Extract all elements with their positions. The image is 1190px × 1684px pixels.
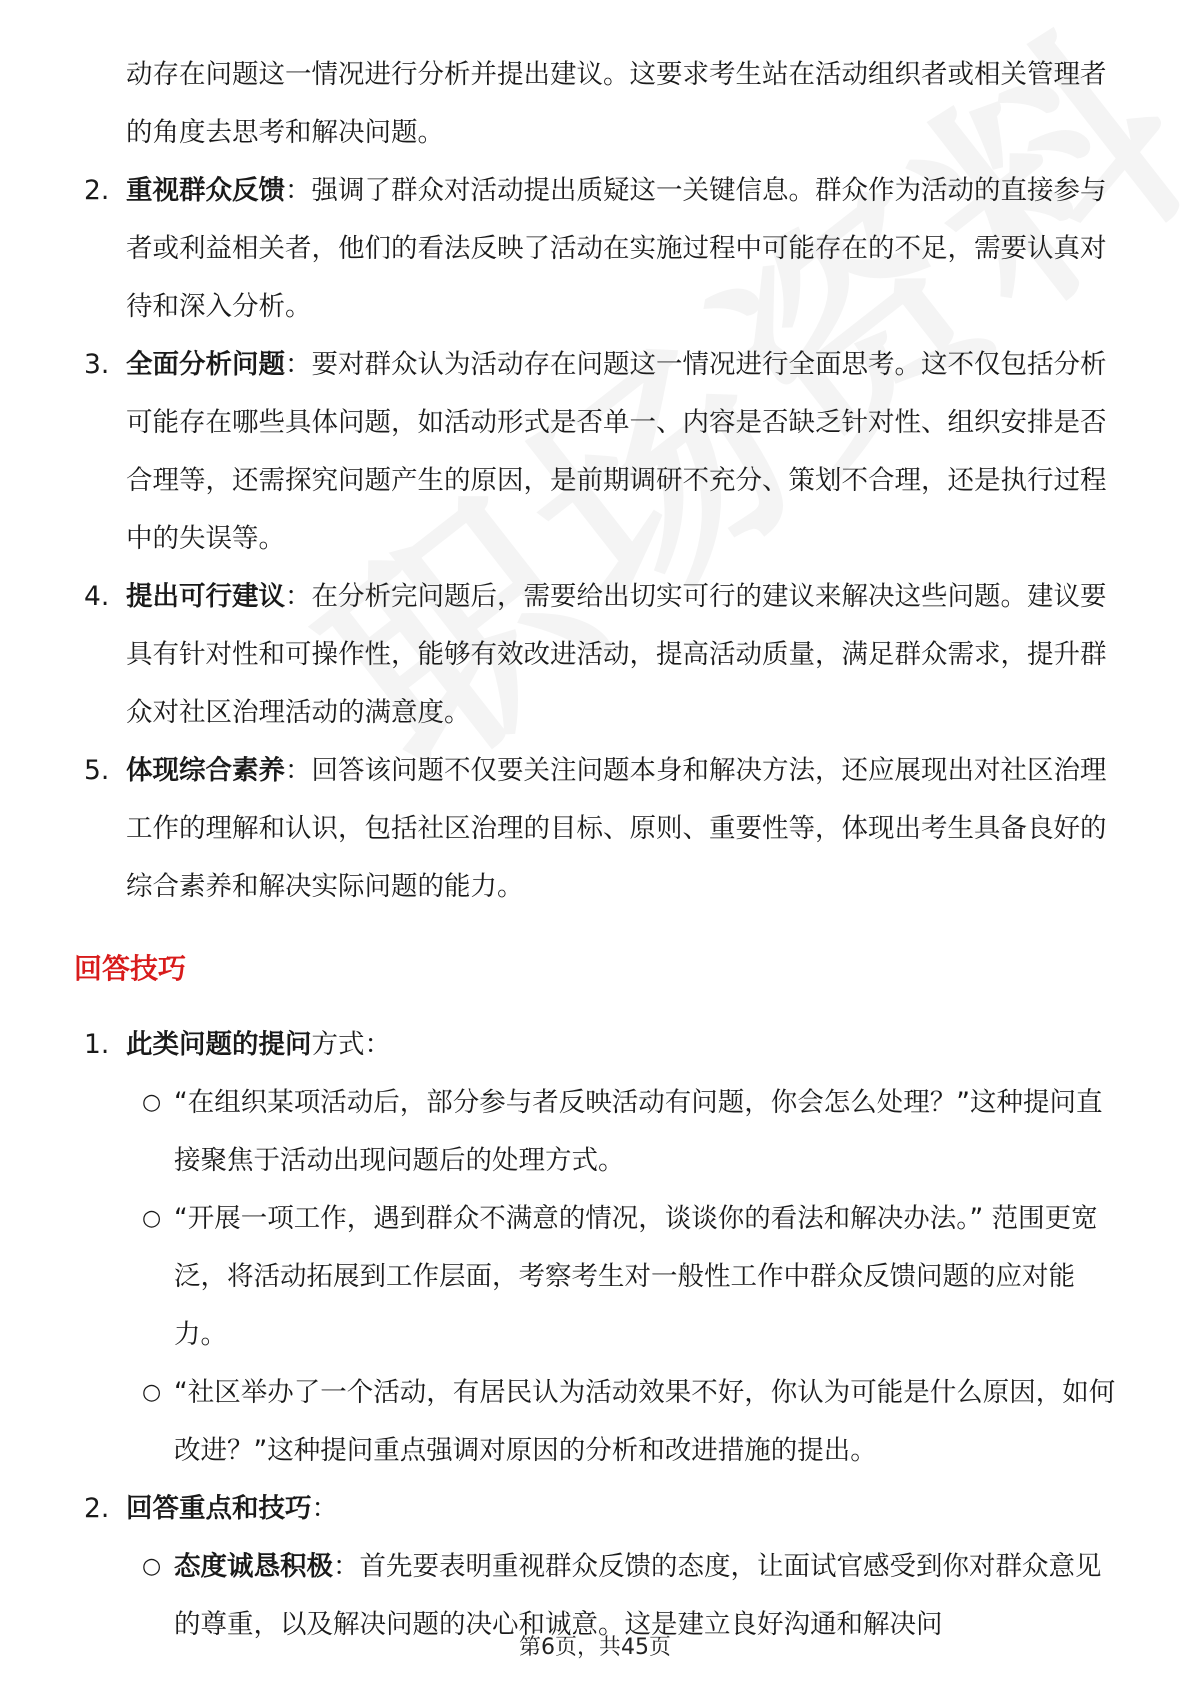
sub-list-item <box>126 1190 1120 1364</box>
item-title: 全面分析问题 <box>126 349 285 380</box>
item-title-rest: ： <box>311 1493 338 1524</box>
item-number: 2. <box>84 175 110 206</box>
tips-list <box>70 1016 1120 1654</box>
list-item <box>70 1016 1120 1480</box>
item-number: 5. <box>84 755 110 786</box>
circle-bullet-icon: ○ <box>142 1380 162 1405</box>
item-number: 4. <box>84 581 110 612</box>
item-title: 重视群众反馈 <box>126 175 285 206</box>
item-text: ：强调了群众对活动提出质疑这一关键信息。群众作为活动的直接参与者或利益相关者，他们的看法反映了活动在实施过程中可能存在的不足，需要认真对待和深入分析。 <box>126 175 1107 322</box>
item-number: 2. <box>84 1493 110 1524</box>
list-item <box>70 162 1120 336</box>
point-list <box>70 162 1120 916</box>
sub-item-text: “开展一项工作，遇到群众不满意的情况，谈谈你的看法和解决办法。” 范围更宽泛，将活动拓展到工作层面，考察考生对一般性工作中群众反馈问题的应对能力。 <box>174 1203 1098 1350</box>
item-text: ：回答该问题不仅要关注问题本身和解决方法，还应展现出对社区治理工作的理解和认识，包括社区治理的目标、原则、重要性等，体现出考生具备良好的综合素养和解决实际问题的能力。 <box>126 755 1107 902</box>
item-number: 1. <box>84 1029 110 1060</box>
circle-bullet-icon: ○ <box>142 1206 162 1231</box>
item-title: 回答重点和技巧 <box>126 1493 312 1524</box>
section-heading: 回答技巧 <box>74 952 187 985</box>
item-text: ：在分析完问题后，需要给出切实可行的建议来解决这些问题。建议要具有针对性和可操作性，能够有效改进活动，提高活动质量，满足群众需求，提升群众对社区治理活动的满意度。 <box>126 581 1107 728</box>
list-item <box>70 568 1120 742</box>
item-title-rest: 方式： <box>311 1029 391 1060</box>
sub-item-title: 态度诚恳积极 <box>174 1551 333 1582</box>
item-title: 提出可行建议 <box>126 581 285 612</box>
list-item <box>70 336 1120 568</box>
sub-item-text: “在组织某项活动后，部分参与者反映活动有问题，你会怎么处理？”这种提问直接聚焦于活动出现问题后的处理方式。 <box>174 1087 1103 1176</box>
circle-bullet-icon: ○ <box>142 1554 162 1579</box>
page-footer: 第6页，共45页 <box>519 1635 671 1660</box>
item-text: ：要对群众认为活动存在问题这一情况进行全面思考。这不仅包括分析可能存在哪些具体问题，如活动形式是否单一、内容是否缺乏针对性、组织安排是否合理等，还需探究问题产生的原因，是前期调研不充分、策划不合理，还是执行过程中的失误等。 <box>126 349 1107 554</box>
sub-list-item <box>126 1074 1120 1190</box>
list-item <box>70 742 1120 916</box>
list-item <box>70 1480 1120 1654</box>
sub-list <box>126 1074 1120 1480</box>
item-title: 体现综合素养 <box>126 755 285 786</box>
sub-item-text: “社区举办了一个活动，有居民认为活动效果不好，你认为可能是什么原因，如何改进？”这种提问重点强调对原因的分析和改进措施的提出。 <box>174 1377 1116 1466</box>
item-number: 3. <box>84 349 110 380</box>
intro-paragraph: 动存在问题这一情况进行分析并提出建议。这要求考生站在活动组织者或相关管理者的角度去思考和解决问题。 <box>126 59 1107 148</box>
content <box>70 46 1120 1654</box>
item-title: 此类问题的提问 <box>126 1029 312 1060</box>
circle-bullet-icon: ○ <box>142 1090 162 1115</box>
sub-list-item <box>126 1364 1120 1480</box>
sub-item-text: ：首先要表明重视群众反馈的态度，让面试官感受到你对群众意见的尊重，以及解决问题的决心和诚意。这是建立良好沟通和解决问 <box>174 1551 1102 1640</box>
